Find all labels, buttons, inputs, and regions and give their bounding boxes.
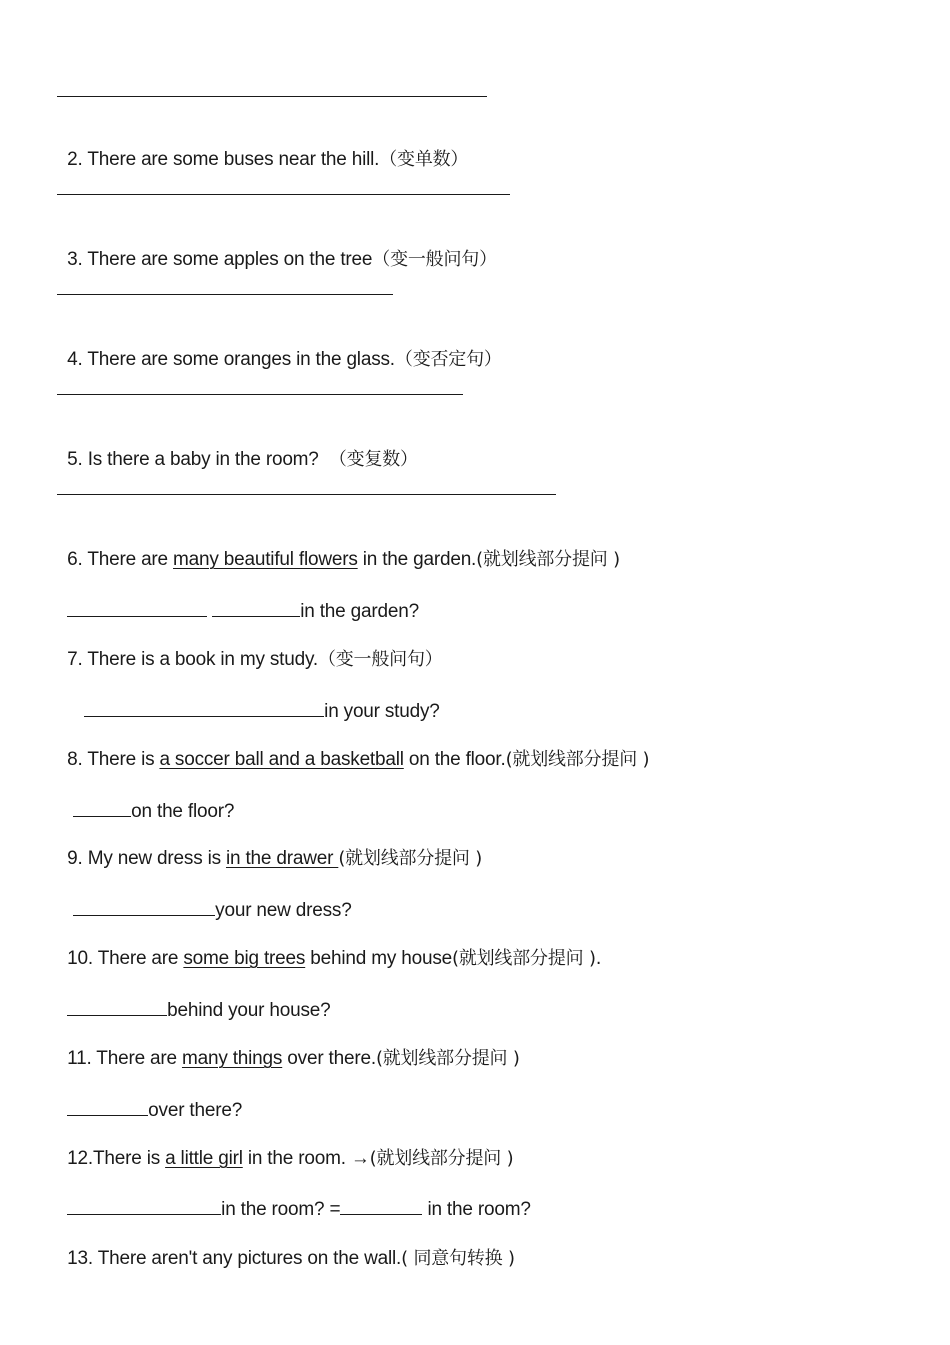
- answer-line-1[interactable]: [57, 96, 487, 97]
- answer-6-blank-3[interactable]: [212, 598, 300, 617]
- question-4: [57, 324, 502, 372]
- answer-6: [57, 574, 419, 624]
- question-10: [57, 923, 601, 971]
- question-12-text-end: in the room. →: [242, 1148, 370, 1169]
- answer-line-3[interactable]: [57, 294, 393, 295]
- answer-6-blank-2[interactable]: [137, 598, 207, 617]
- question-12-text-start: 12.There is: [67, 1148, 166, 1169]
- answer-11-tail: over there?: [148, 1100, 243, 1121]
- question-6-underlined-part: many beautiful flowers: [173, 549, 358, 570]
- answer-11-blank-1[interactable]: [67, 1097, 148, 1116]
- question-6: [57, 524, 620, 572]
- question-10-underlined-part: some big trees: [183, 948, 306, 969]
- answer-10-tail: behind your house?: [167, 1000, 331, 1021]
- question-7-instruction: （变一般问句）: [317, 649, 443, 670]
- question-3-instruction: （变一般问句）: [372, 249, 497, 270]
- answer-12-blank-1[interactable]: [67, 1196, 139, 1215]
- question-7-text: 7. There is a book in my study.: [67, 649, 318, 670]
- question-8-text-end: on the floor.: [403, 749, 506, 770]
- question-8: [57, 724, 649, 772]
- answer-7-blank-3[interactable]: [202, 698, 262, 717]
- question-9-text-start: 9. My new dress is: [67, 848, 226, 869]
- answer-9-blank-1[interactable]: [73, 897, 133, 916]
- question-12-underlined-part: a little girl: [165, 1148, 243, 1169]
- question-10-instruction: (就划线部分提问 ).: [452, 948, 602, 969]
- question-12-instruction: (就划线部分提问 ): [369, 1148, 514, 1169]
- answer-7-tail: in your study?: [324, 701, 440, 722]
- answer-12-blank-2[interactable]: [139, 1196, 221, 1215]
- answer-7-blank-2[interactable]: [142, 698, 202, 717]
- answer-8: [63, 774, 234, 824]
- answer-9-tail: your new dress?: [215, 900, 352, 921]
- answer-12-blank-3[interactable]: [340, 1196, 422, 1215]
- question-2-instruction: （变单数）: [379, 149, 469, 170]
- answer-12: [57, 1172, 531, 1222]
- question-9-instruction: (就划线部分提问 ): [338, 848, 483, 869]
- answer-line-4[interactable]: [57, 394, 463, 395]
- answer-9-blank-2[interactable]: [133, 897, 215, 916]
- question-12: [57, 1123, 513, 1171]
- question-7: [57, 624, 443, 672]
- question-11-text-start: 11. There are: [67, 1048, 182, 1069]
- answer-9: [63, 873, 352, 923]
- answer-10: [57, 973, 330, 1023]
- answer-7-blank-1[interactable]: [84, 698, 142, 717]
- answer-11: [57, 1073, 242, 1123]
- answer-8-tail: on the floor?: [131, 801, 235, 822]
- question-10-text-start: 10. There are: [67, 948, 184, 969]
- question-10-text-end: behind my house: [305, 948, 452, 969]
- question-2-text: 2. There are some buses near the hill.: [67, 149, 380, 170]
- question-2: [57, 124, 468, 172]
- question-8-text-start: 8. There is: [67, 749, 160, 770]
- question-6-instruction: (就划线部分提问 ): [476, 549, 620, 570]
- question-11: [57, 1023, 520, 1071]
- answer-12-middle: in the room? =: [221, 1199, 341, 1220]
- answer-6-blank-1[interactable]: [67, 598, 137, 617]
- question-6-text-end: in the garden.: [357, 549, 477, 570]
- answer-7-blank-4[interactable]: [262, 698, 324, 717]
- answer-line-5[interactable]: [57, 494, 556, 495]
- question-4-text: 4. There are some oranges in the glass.: [67, 349, 395, 370]
- question-11-underlined-part: many things: [181, 1048, 283, 1069]
- question-5-instruction: （变复数）: [328, 449, 418, 470]
- answer-6-tail: in the garden?: [300, 601, 419, 622]
- question-3-text: 3. There are some apples on the tree: [67, 249, 373, 270]
- question-13-instruction: ( 同意句转换 ): [401, 1248, 515, 1269]
- question-8-instruction: (就划线部分提问 ): [505, 749, 650, 770]
- question-6-text-start: 6. There are: [67, 549, 174, 570]
- answer-10-blank-1[interactable]: [67, 997, 167, 1016]
- question-4-instruction: （变否定句）: [394, 349, 502, 370]
- question-8-underlined-part: a soccer ball and a basketball: [159, 749, 404, 770]
- question-11-text-end: over there.: [282, 1048, 376, 1069]
- question-9: [57, 823, 482, 871]
- answer-line-2[interactable]: [57, 194, 510, 195]
- question-5: [57, 424, 418, 472]
- answer-8-blank-1[interactable]: [73, 798, 131, 817]
- question-9-underlined-part: in the drawer: [225, 848, 339, 869]
- question-3: [57, 224, 497, 272]
- question-5-text: 5. Is there a baby in the room?: [67, 449, 319, 470]
- question-11-instruction: (就划线部分提问 ): [375, 1048, 520, 1069]
- answer-12-tail: in the room?: [427, 1199, 531, 1220]
- question-13-text: 13. There aren't any pictures on the wall.: [67, 1248, 402, 1269]
- question-13: [57, 1223, 515, 1271]
- answer-7: [74, 674, 440, 724]
